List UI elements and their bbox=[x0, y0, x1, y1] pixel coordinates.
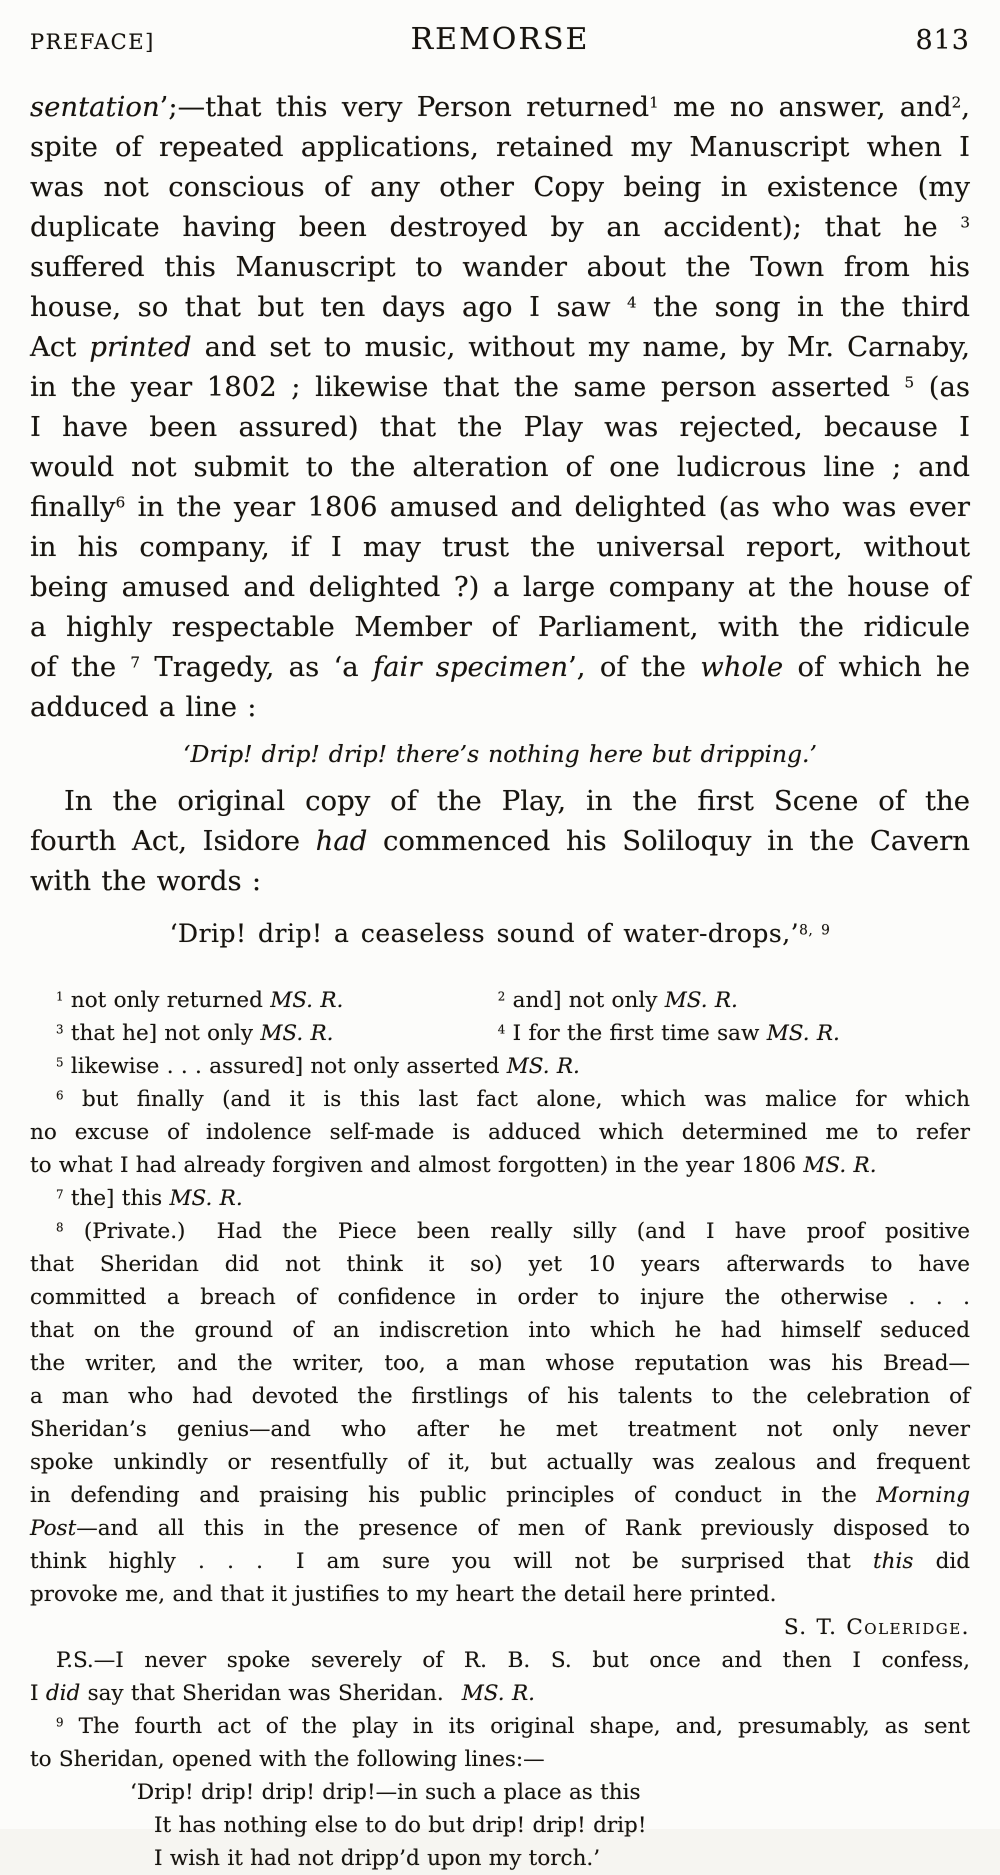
footnote-marker: 2 bbox=[951, 93, 962, 112]
text-segment: did bbox=[45, 1681, 81, 1706]
text-segment: and] not only bbox=[505, 988, 665, 1013]
text-segment: In the original copy of the Play, in the first Scene of the bbox=[64, 785, 970, 817]
text-line bbox=[154, 1842, 970, 1875]
text-segment: finally bbox=[30, 491, 116, 523]
text-segment: that Sheridan did not think it so) yet 10 years afterwards to have bbox=[30, 1252, 970, 1277]
text-segment: (as bbox=[914, 371, 970, 403]
text-line bbox=[30, 1248, 970, 1281]
verse-quotation bbox=[30, 1776, 970, 1875]
footnote-row-1-2 bbox=[30, 984, 970, 1017]
text-segment: me no answer, and bbox=[658, 91, 952, 123]
text-segment: the writer, and the writer, too, a man whose reputation was his Bread— bbox=[30, 1351, 970, 1376]
text-segment: the] this bbox=[63, 1186, 170, 1211]
main-text bbox=[30, 87, 970, 954]
text-line bbox=[30, 607, 970, 647]
text-line bbox=[30, 1314, 970, 1347]
text-segment: not only returned bbox=[63, 988, 271, 1013]
text-line bbox=[30, 87, 970, 127]
text-line bbox=[30, 821, 970, 861]
text-line bbox=[30, 407, 970, 447]
text-segment: did bbox=[913, 1549, 970, 1574]
paragraph-continuation bbox=[30, 87, 970, 727]
text-segment: provoke me, and that it justifies to my heart the detail here printed. bbox=[30, 1582, 777, 1607]
text-segment: adduced a line : bbox=[30, 691, 257, 723]
footnote-7 bbox=[30, 1182, 970, 1215]
text-segment: S. T. Coleridge. bbox=[783, 1615, 970, 1640]
text-segment: MS. R. bbox=[461, 1681, 535, 1706]
footnote-marker: 8, 9 bbox=[799, 922, 831, 939]
signature bbox=[30, 1611, 970, 1644]
text-segment: ‘Drip! drip! drip! there’s nothing here but dripping.’ bbox=[183, 740, 817, 768]
text-segment: ’;—that this very Person returned bbox=[159, 91, 650, 123]
text-line bbox=[30, 1545, 970, 1578]
text-segment: MS. R. bbox=[270, 988, 344, 1013]
text-line bbox=[30, 1281, 970, 1314]
text-line bbox=[30, 247, 970, 287]
text-segment: that on the ground of an indiscretion into which he had himself seduced bbox=[30, 1318, 970, 1343]
text-segment: fair specimen bbox=[372, 651, 569, 683]
text-segment: duplicate having been destroyed by an accident); that he bbox=[30, 211, 961, 243]
text-line bbox=[30, 1512, 970, 1545]
text-segment: ‘Drip! drip! a ceaseless sound of water-drops,’ bbox=[169, 919, 800, 948]
text-segment: MS. R. bbox=[506, 1054, 580, 1079]
text-segment: It has nothing else to do but drip! drip! drip! bbox=[154, 1813, 647, 1838]
text-segment: ’, of the bbox=[568, 651, 701, 683]
footnote-marker: 3 bbox=[960, 213, 970, 232]
text-segment: spite of repeated applications, retained my Manuscript when I bbox=[30, 131, 970, 163]
page-number: 813 bbox=[915, 25, 970, 56]
text-line bbox=[30, 1413, 970, 1446]
text-line bbox=[30, 781, 970, 821]
text-segment: MS. R. bbox=[169, 1186, 243, 1211]
footnote-marker: 6 bbox=[115, 493, 126, 512]
text-segment: was not conscious of any other Copy being in existence (my bbox=[30, 171, 970, 203]
paragraph-original-copy bbox=[30, 781, 970, 901]
text-segment: to Sheridan, opened with the following lines:— bbox=[30, 1747, 545, 1772]
text-segment: printed bbox=[89, 331, 192, 363]
text-line bbox=[30, 647, 970, 687]
text-line bbox=[30, 1644, 970, 1677]
text-segment: a man who had devoted the firstlings of his talents to the celebration of bbox=[30, 1384, 970, 1409]
text-line bbox=[30, 1578, 970, 1611]
footnote-4 bbox=[472, 1017, 970, 1050]
text-line bbox=[30, 447, 970, 487]
text-segment: sentation bbox=[30, 91, 160, 123]
text-line bbox=[30, 567, 970, 607]
text-segment: with the words : bbox=[30, 865, 262, 897]
footnote-marker: 4 bbox=[627, 293, 637, 312]
text-line bbox=[30, 1215, 970, 1248]
text-segment: P.S.—I never spoke severely of R. B. S. but once and then I confess, bbox=[56, 1648, 970, 1673]
text-line bbox=[30, 1677, 970, 1710]
footnote-8 bbox=[30, 1215, 970, 1611]
text-segment: think highly . . . I am sure you will not be surprised that bbox=[30, 1549, 873, 1574]
text-segment: Sheridan’s genius—and who after he met treatment not only never bbox=[30, 1417, 970, 1442]
text-line bbox=[30, 487, 970, 527]
text-line bbox=[30, 914, 970, 954]
text-segment: (Private.) Had the Piece been really silly (and I have proof positive bbox=[63, 1219, 970, 1244]
text-segment: committed a breach of confidence in order to injure the otherwise . . . bbox=[30, 1285, 970, 1310]
text-segment: in the year 1802 ; likewise that the same person asserted bbox=[30, 371, 905, 403]
text-segment: spoke unkindly or resentfully of it, but actually was zealous and frequent bbox=[30, 1450, 970, 1475]
text-line bbox=[30, 1611, 970, 1644]
text-line bbox=[30, 861, 970, 901]
text-line bbox=[30, 687, 970, 727]
footnote-marker: 6 bbox=[56, 1088, 64, 1103]
footnote-row-3-4 bbox=[30, 1017, 970, 1050]
footnotes-section bbox=[30, 984, 970, 1875]
text-segment: I have been assured) that the Play was rejected, because I bbox=[30, 411, 970, 443]
text-line bbox=[30, 734, 970, 774]
text-segment: I bbox=[30, 1681, 46, 1706]
text-line bbox=[30, 207, 970, 247]
text-segment: a highly respectable Member of Parliament, with the ridicule bbox=[30, 611, 970, 643]
text-line bbox=[30, 367, 970, 407]
text-segment: commenced his Soliloquy in the Cavern bbox=[367, 825, 970, 857]
text-line bbox=[30, 1743, 970, 1776]
text-segment: in the year 1806 amused and delighted (as who was ever bbox=[125, 491, 970, 523]
postscript bbox=[30, 1644, 970, 1710]
text-segment: Act bbox=[30, 331, 90, 363]
text-line bbox=[154, 1809, 970, 1842]
running-head-section: PREFACE] bbox=[30, 30, 155, 54]
text-line bbox=[30, 1479, 970, 1512]
running-header bbox=[30, 22, 970, 57]
text-segment: MS. R. bbox=[260, 1021, 334, 1046]
text-segment: whole bbox=[700, 651, 784, 683]
text-line bbox=[30, 1050, 970, 1083]
text-segment: Morning bbox=[876, 1483, 970, 1508]
running-head-title: REMORSE bbox=[410, 22, 590, 57]
text-line bbox=[30, 1380, 970, 1413]
text-segment: say that Sheridan was Sheridan. bbox=[80, 1681, 462, 1706]
text-segment: likewise . . . assured] not only asserted bbox=[63, 1054, 507, 1079]
text-segment: no excuse of indolence self-made is adduced which determined me to refer bbox=[30, 1120, 970, 1145]
footnote-2 bbox=[472, 984, 970, 1017]
footnote-5 bbox=[30, 1050, 970, 1083]
text-line bbox=[30, 1182, 970, 1215]
text-segment: would not submit to the alteration of one ludicrous line ; and bbox=[30, 451, 970, 483]
text-line bbox=[30, 1149, 970, 1182]
footnote-3 bbox=[30, 1017, 472, 1050]
footnote-marker: 1 bbox=[649, 93, 659, 112]
text-line bbox=[30, 167, 970, 207]
text-segment: being amused and delighted ?) a large company at the house of bbox=[30, 571, 970, 603]
footnote-marker: 1 bbox=[56, 989, 64, 1004]
text-segment: Tragedy, as ‘a bbox=[140, 651, 373, 683]
text-segment: of which he bbox=[783, 651, 971, 683]
footnote-marker: 3 bbox=[56, 1022, 64, 1037]
text-segment: MS. R. bbox=[803, 1153, 877, 1178]
text-segment: house, so that but ten days ago I saw bbox=[30, 291, 627, 323]
footnote-9 bbox=[30, 1710, 970, 1776]
text-segment: , bbox=[961, 91, 970, 123]
text-segment: MS. R. bbox=[766, 1021, 840, 1046]
text-segment: The fourth act of the play in its original shape, and, presumably, as sent bbox=[63, 1714, 970, 1739]
footnote-1 bbox=[30, 984, 472, 1017]
footnote-marker: 8 bbox=[56, 1220, 64, 1235]
footnote-marker: 5 bbox=[56, 1055, 64, 1070]
text-segment: —and all this in the presence of men of Rank previously disposed to bbox=[76, 1516, 970, 1541]
text-line bbox=[30, 1083, 970, 1116]
quoted-line-dripping bbox=[30, 734, 970, 774]
text-segment: but finally (and it is this last fact alone, which was malice for which bbox=[63, 1087, 970, 1112]
footnote-marker: 5 bbox=[904, 373, 915, 392]
footnote-marker: 2 bbox=[497, 989, 506, 1004]
text-line bbox=[130, 1776, 970, 1809]
footnote-6 bbox=[30, 1083, 970, 1182]
text-line bbox=[30, 287, 970, 327]
text-segment: fourth Act, Isidore bbox=[30, 825, 316, 857]
footnote-marker: 7 bbox=[130, 653, 141, 672]
text-segment: ‘Drip! drip! drip! drip!—in such a place as this bbox=[130, 1780, 641, 1805]
text-segment: Post bbox=[30, 1516, 77, 1541]
text-segment: and set to music, without my name, by Mr. Carnaby, bbox=[191, 331, 970, 363]
text-segment: of the bbox=[30, 651, 131, 683]
text-segment: MS. R. bbox=[664, 988, 738, 1013]
text-line bbox=[30, 1710, 970, 1743]
text-segment: in his company, if I may trust the universal report, without bbox=[30, 531, 970, 563]
text-segment: suffered this Manuscript to wander about the Town from his bbox=[30, 251, 970, 283]
text-line bbox=[30, 1116, 970, 1149]
text-segment: had bbox=[315, 825, 368, 857]
text-segment: that he] not only bbox=[63, 1021, 261, 1046]
text-line bbox=[30, 1347, 970, 1380]
text-line bbox=[30, 1446, 970, 1479]
text-segment: this bbox=[872, 1549, 914, 1574]
text-segment: to what I had already forgiven and almost forgotten) in the year 1806 bbox=[30, 1153, 804, 1178]
footnote-marker: 9 bbox=[56, 1715, 64, 1730]
text-segment: I wish it had not dripp’d upon my torch.’ bbox=[154, 1846, 601, 1871]
text-line bbox=[30, 127, 970, 167]
quoted-line-water-drops bbox=[30, 914, 970, 954]
text-line bbox=[30, 527, 970, 567]
text-segment: in defending and praising his public principles of conduct in the bbox=[30, 1483, 877, 1508]
text-segment: the song in the third bbox=[636, 291, 970, 323]
footnote-marker: 7 bbox=[56, 1187, 64, 1202]
footnote-marker: 4 bbox=[497, 1022, 506, 1037]
text-segment: I for the first time saw bbox=[505, 1021, 767, 1046]
text-line bbox=[30, 327, 970, 367]
